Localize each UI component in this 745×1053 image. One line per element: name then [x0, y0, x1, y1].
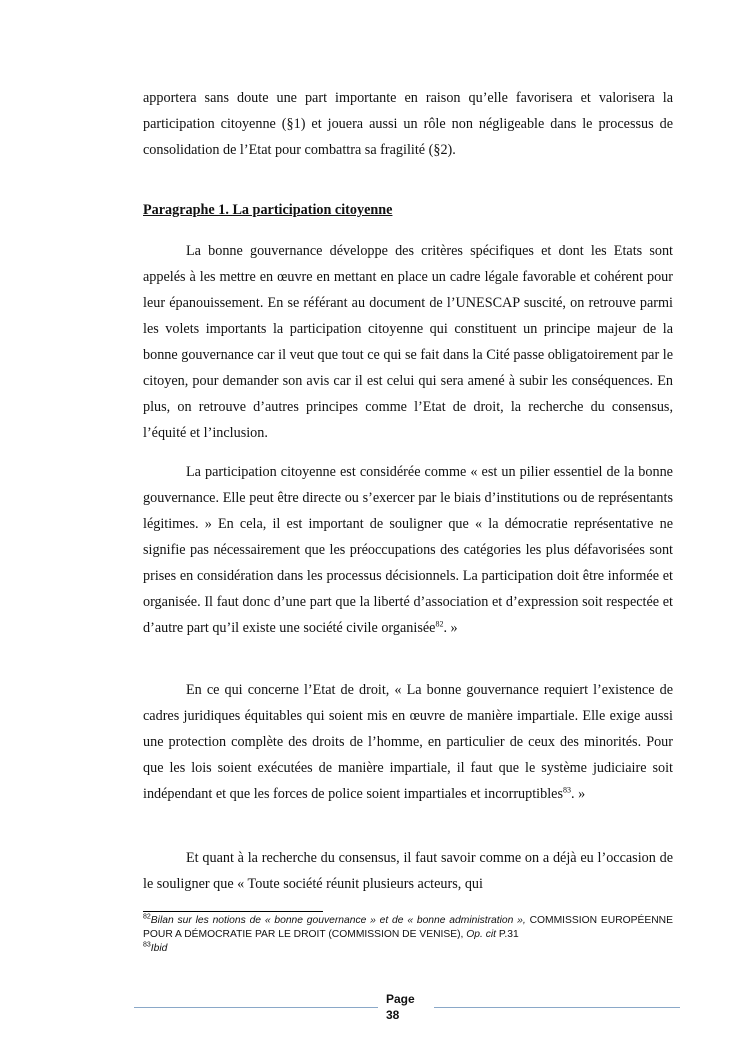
- paragraph-4-text: Et quant à la recherche du consensus, il faut savoir comme on a déjà eu l’occasion de le souligner que « Toute société réunit plusieurs acteurs, qui: [143, 850, 673, 892]
- paragraph-1-text: La bonne gouvernance développe des critères spécifiques et dont les Etats sont appelés à les mettre en œuvre en mettant en place un cadre légale favorable et cohérent pour leur épanouissement. En se référant au document de l’UNESCAP suscité, on retrouve parmi les volets importants la participation citoyenne qui constituent un principe majeur de la bonne gouvernance car il veut que tout ce qui se fait dans la Cité passe obligatoirement par le citoyen, pour demander son avis car il est celui qui sera amené à subir les conséquences. En plus, on retrouve d’autres principes comme l’Etat de droit, la recherche du consensus, l’équité et l’inclusion.: [143, 243, 673, 441]
- paragraph-2-text: La participation citoyenne est considérée comme « est un pilier essentiel de la bonne gouvernance. Elle peut être directe ou s’exercer par le biais d’institutions ou de représentants légitimes. » En cela, il est important de souligner que « la démocratie représentative ne signifie pas nécessairement que les préoccupations des catégories les plus défavorisées sont prises en considération dans les processus décisionnels. La participation doit être informée et organisée. Il faut donc d’une part que la liberté d’association et d’expression soit respectée et d’autre part qu’il existe une société civile organisée: [143, 464, 673, 636]
- paragraph-2-tail: . »: [443, 620, 458, 636]
- footnote-opcit: Op. cit: [466, 929, 497, 940]
- paragraph-3-tail: . »: [570, 786, 586, 802]
- paragraph-4: [143, 845, 673, 897]
- page-footer: [134, 990, 680, 1030]
- footer-rule-right: [434, 1007, 680, 1008]
- footnote-82: [143, 914, 673, 942]
- intro-paragraph: apportera sans doute une part importante en raison qu’elle favorisera et valorisera la participation citoyenne (§1) et jouera aussi un rôle non négligeable dans le processus de consolidation de l’Etat pour combattra sa fragilité (§2).: [143, 90, 673, 158]
- footnote-number: 82: [143, 913, 151, 921]
- footnote-title: Bilan sur les notions de « bonne gouvernance » et de « bonne administration »,: [150, 915, 526, 926]
- footnote-ibid: Ibid: [150, 943, 168, 954]
- page-number: 38: [386, 1008, 400, 1022]
- section-heading: Paragraphe 1. La participation citoyenne: [143, 202, 393, 218]
- footnote-83: [143, 942, 673, 956]
- footnotes: [143, 914, 673, 956]
- footnote-ref-83[interactable]: 83: [562, 785, 571, 795]
- footnote-number: 83: [143, 941, 151, 949]
- footer-rule-left: [134, 1007, 378, 1008]
- page-number-label: [386, 991, 426, 1023]
- footnote-source: COMMISSION EUROPÉENNE POUR A DÉMOCRATIE PAR LE DROIT (COMMISSION DE VENISE),: [143, 915, 673, 940]
- paragraph-3-text: En ce qui concerne l’Etat de droit, « La bonne gouvernance requiert l’existence de cadres juridiques équitables qui soient mis en œuvre de manière impartiale. Elle exige aussi une protection complète des droits de l’homme, en particulier de ceux des minorités. Pour que les lois soient exécutées de manière impartiale, il faut que le système judiciaire soit indépendant et que les forces de police soient impartiales et incorruptibles: [143, 682, 673, 802]
- page-word: Page: [386, 992, 415, 1006]
- footnote-ref-82[interactable]: 82: [435, 619, 444, 629]
- paragraph-1: [143, 238, 673, 446]
- paragraph-2: [143, 459, 673, 641]
- footnote-separator: [143, 911, 323, 912]
- paragraph-3: [143, 677, 673, 807]
- footnote-page: P.31: [496, 929, 519, 940]
